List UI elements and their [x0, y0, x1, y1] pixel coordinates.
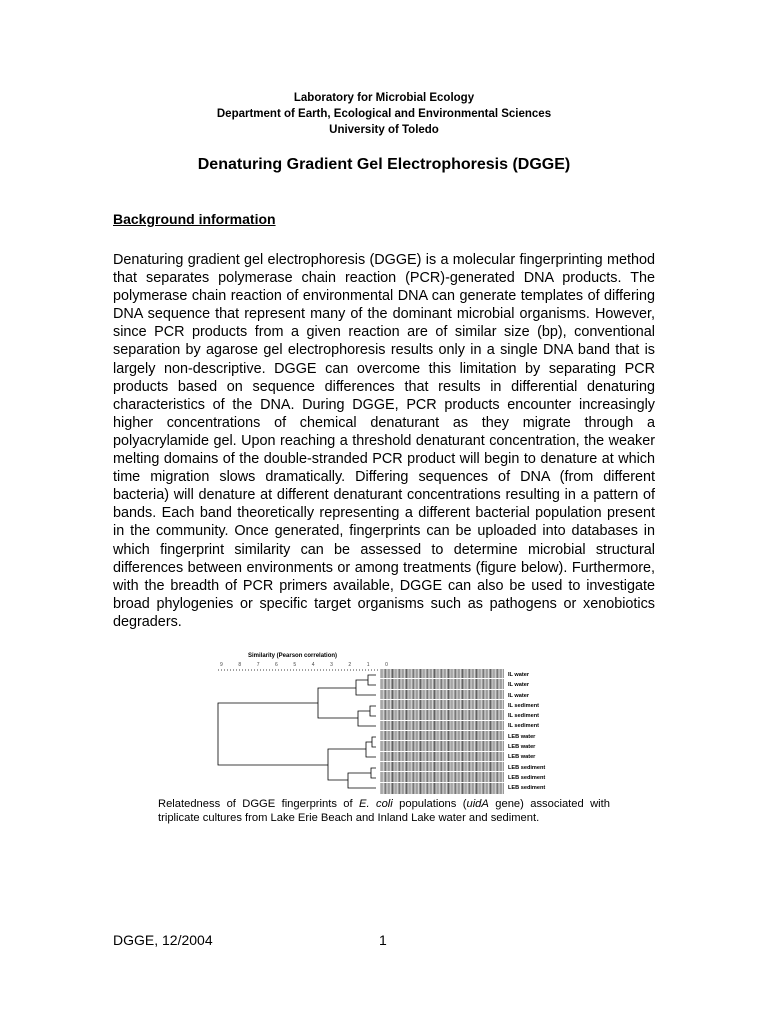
dgge-gel-image — [380, 668, 504, 794]
tick-label: 3 — [330, 662, 333, 668]
background-paragraph: Denaturing gradient gel electrophoresis (DGGE) is a molecular fingerprinting method that separates polymerase chain reaction (PCR)-generated DNA products. The polymerase chain reaction of environmental DNA can generate templates of differing DNA sequence that represent many of the dominant microbial organisms. However, since PCR products from a given reaction are of similar size (bp), conventional separation by agarose gel electrophoresis results only in a single DNA band that is largely non-descriptive. DGGE can overcome this limitation by separating PCR products based on sequence differences that results in differential denaturing characteristics of the DNA. During DGGE, PCR products encounter increasingly higher concentrations of chemical denaturant as they migrate through a polyacrylamide gel. Upon reaching a threshold denaturant concentration, the weaker melting domains of the double-stranded PCR product will begin to denature at which time migration slows dramatically. Differing sequences of DNA (from different bacteria) will denature at different denaturant concentrations resulting in a pattern of bands. Each band theoretically representing a different bacterial population present in the community. Once generated, fingerprints can be uploaded into databases in which fingerprint similarity can be assessed to determine microbial structural differences between environments or among treatments (figure below). Furthermore, with the breadth of PCR primers available, DGGE can also be used to investigate broad phylogenies or specific target organisms such as pathogens or xenobiotics degraders. — [113, 252, 655, 630]
similarity-axis-title: Similarity (Pearson correlation) — [248, 653, 338, 659]
header-department: Department of Earth, Ecological and Environmental Sciences — [216, 108, 552, 120]
lane-label: IL water — [508, 672, 530, 678]
lane-label: LEB water — [508, 744, 536, 751]
header-lab-name: Laboratory for Microbial Ecology — [293, 92, 475, 104]
header-university: University of Toledo — [329, 124, 439, 136]
section-heading: Background information — [113, 211, 276, 227]
lane-label: LEB water — [508, 733, 536, 740]
lane-label: LEB water — [508, 754, 536, 761]
lab-header — [0, 90, 768, 138]
tick-label: 9 — [220, 662, 223, 668]
tick-label: 4 — [311, 662, 315, 668]
lane-label: IL water — [508, 692, 530, 699]
lane-label: IL sediment — [508, 713, 539, 720]
lane-label: LEB sediment — [508, 774, 546, 781]
dgge-figure — [208, 648, 548, 800]
tick-label: 8 — [238, 662, 242, 668]
lane-label: LEB sediment — [508, 764, 546, 771]
tick-label: 5 — [293, 662, 297, 668]
document-title: Denaturing Gradient Gel Electrophoresis (DGGE) — [197, 156, 571, 173]
tick-label: 2 — [348, 662, 352, 668]
dendrogram — [208, 648, 380, 800]
tick-label: 6 — [275, 662, 278, 668]
page-number: 1 — [379, 932, 387, 948]
figure-caption: Relatedness of DGGE fingerprints of E. coli populations (uidA gene) associated with triplicate cultures from Lake Erie Beach and Inland Lake water and sediment. — [158, 798, 610, 824]
lane-label: IL sediment — [508, 723, 539, 730]
tick-label: 1 — [366, 662, 370, 668]
lane-label: IL water — [508, 682, 530, 689]
lane-label: IL sediment — [508, 702, 539, 709]
tick-label: 7 — [256, 662, 260, 668]
lane-labels — [508, 670, 545, 794]
lane-label: LEB sediment — [508, 785, 546, 792]
footer-doc-date: DGGE, 12/2004 — [113, 932, 213, 948]
tick-label: 0 — [385, 662, 388, 668]
